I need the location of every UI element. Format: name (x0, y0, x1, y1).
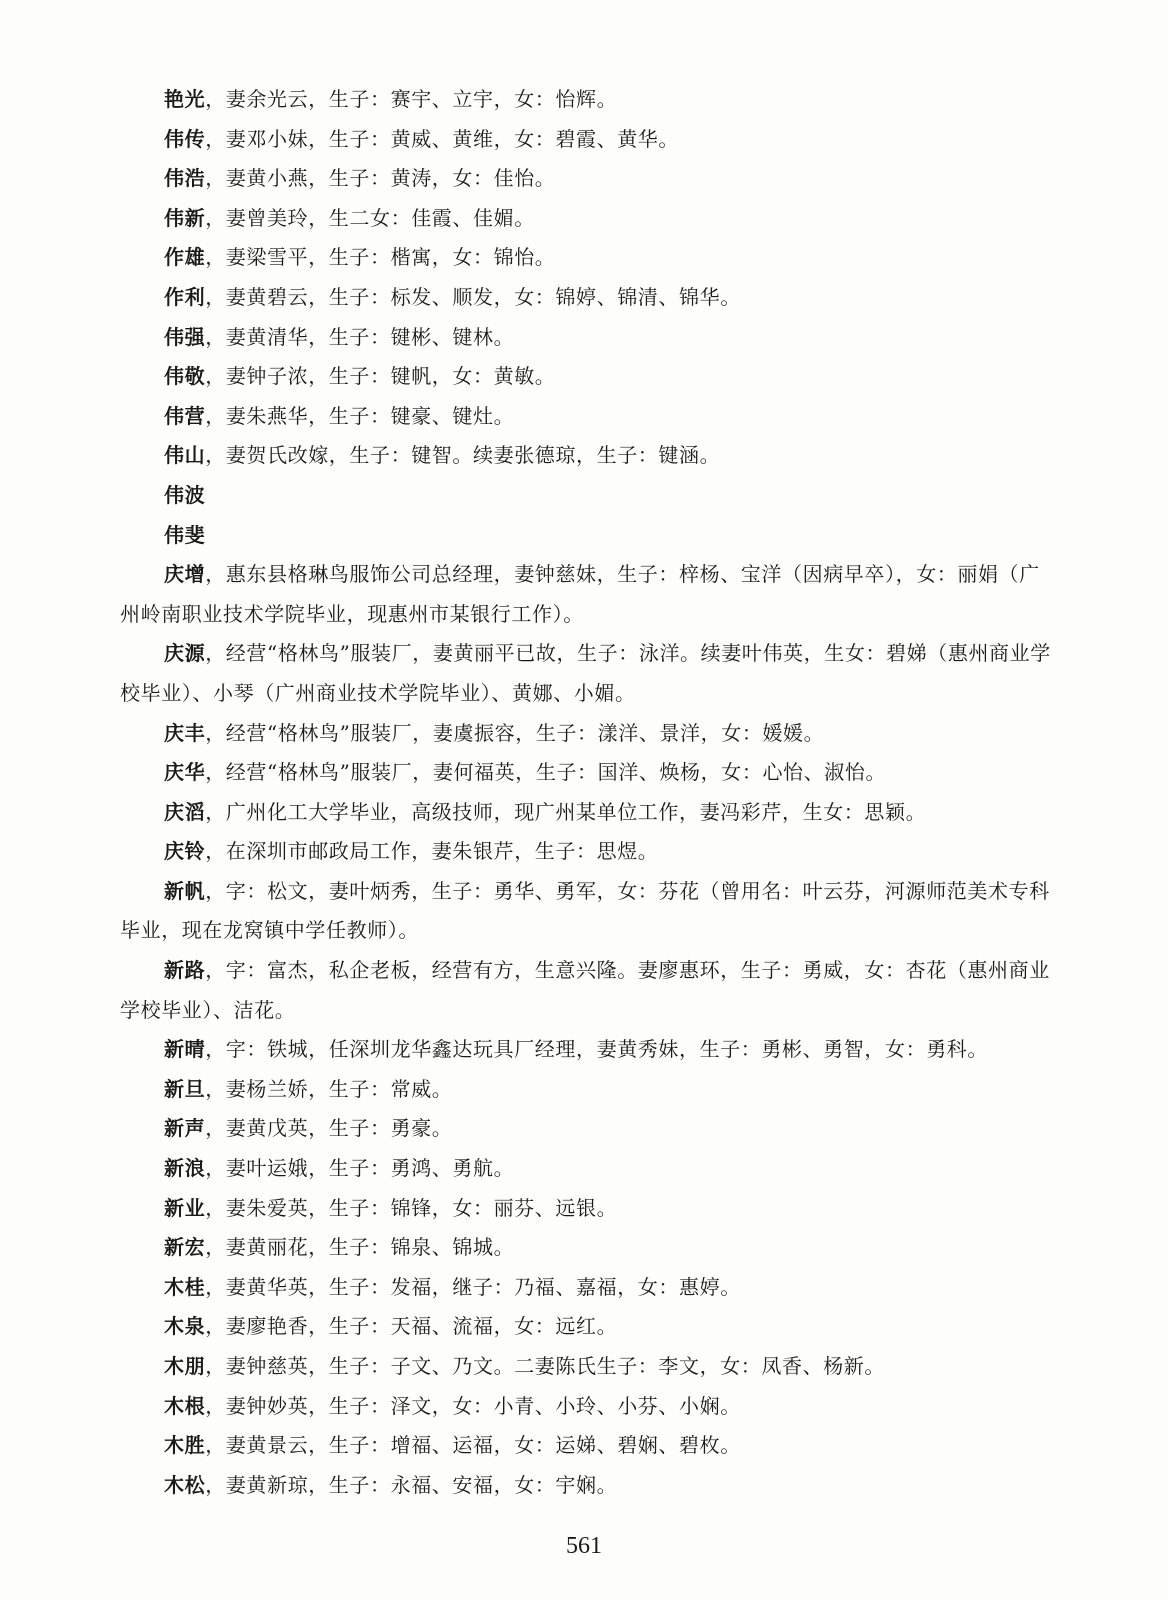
genealogy-entry (120, 753, 1060, 793)
genealogy-entry (120, 1149, 1060, 1189)
entry-text: ，字：富杰，私企老板，经营有方，生意兴隆。妻廖惠环，生子：勇威，女：杏花（惠州商业学校毕业）、洁花。 (120, 958, 1050, 1022)
entry-name: 新声 (164, 1116, 206, 1141)
entry-name: 作雄 (164, 245, 206, 270)
entry-text: ，字：铁城，任深圳龙华鑫达玩具厂经理，妻黄秀妹，生子：勇彬、勇智，女：勇科。 (205, 1037, 989, 1062)
entry-text: ，妻黄景云，生子：增福、运福，女：运娣、碧娴、碧枚。 (205, 1433, 741, 1458)
genealogy-entry (120, 80, 1060, 120)
entry-name: 庆丰 (164, 720, 206, 745)
genealogy-entry (120, 318, 1060, 358)
entry-name: 伟斐 (164, 522, 206, 547)
genealogy-entry (120, 832, 1060, 872)
genealogy-entry (120, 238, 1060, 278)
entry-text: ，妻黄碧云，生子：标发、顺发，女：锦婷、锦清、锦华。 (205, 284, 741, 309)
entry-name: 作利 (164, 284, 206, 309)
entry-name: 伟敬 (164, 364, 206, 389)
entry-text: ，妻贺氏改嫁，生子：键智。续妻张德琼，生子：键涵。 (205, 443, 721, 468)
genealogy-entry (120, 634, 1060, 713)
entry-text: ，妻黄华英，生子：发福，继子：乃福、嘉福，女：惠婷。 (205, 1274, 741, 1299)
entry-name: 木松 (164, 1472, 206, 1497)
genealogy-entry (120, 1426, 1060, 1466)
entry-text: ，妻曾美玲，生二女：佳霞、佳媚。 (205, 205, 535, 230)
genealogy-entry (120, 1109, 1060, 1149)
genealogy-entry (120, 120, 1060, 160)
entry-name: 新路 (164, 958, 206, 983)
entry-text: ，妻黄小燕，生子：黄涛，女：佳怡。 (205, 166, 556, 191)
genealogy-entry (120, 1307, 1060, 1347)
entry-text: ，妻黄清华，生子：键彬、键林。 (205, 324, 515, 349)
entry-name: 新业 (164, 1195, 206, 1220)
entry-text: ，妻杨兰娇，生子：常威。 (205, 1076, 453, 1101)
genealogy-entry (120, 951, 1060, 1030)
genealogy-entry (120, 436, 1060, 476)
entry-name: 庆滔 (164, 799, 206, 824)
page-number: 561 (566, 1533, 602, 1559)
genealogy-entry (120, 1347, 1060, 1387)
entry-name: 伟传 (164, 126, 206, 151)
entry-text: ，惠东县格琳鸟服饰公司总经理，妻钟慈妹，生子：梓杨、宝洋（因病早卒），女：丽娟（广州岭南职业技术学院毕业，现惠州市某银行工作）。 (120, 562, 1040, 626)
entry-name: 木胜 (164, 1433, 206, 1458)
entry-text: ，妻朱燕华，生子：键豪、键灶。 (205, 403, 515, 428)
entry-text: ，妻余光云，生子：赛宇、立宇，女：怡辉。 (205, 87, 618, 111)
genealogy-entry (120, 1387, 1060, 1427)
entry-name: 伟山 (164, 443, 206, 468)
genealogy-entries (120, 80, 1060, 1505)
entry-text: ，妻钟妙英，生子：泽文，女：小青、小玲、小芬、小娴。 (205, 1393, 741, 1418)
genealogy-entry (120, 476, 1060, 516)
genealogy-entry (120, 1466, 1060, 1506)
entry-name: 庆源 (164, 641, 206, 666)
entry-name: 伟浩 (164, 166, 206, 191)
genealogy-entry (120, 357, 1060, 397)
entry-text: ，妻钟慈英，生子：子文、乃文。二妻陈氏生子：李文，女：凤香、杨新。 (205, 1354, 886, 1378)
entry-text: ，经营“格林鸟”服装厂，妻何福英，生子：国洋、焕杨，女：心怡、淑怡。 (205, 760, 887, 785)
entry-name: 伟波 (164, 482, 206, 507)
genealogy-entry (120, 1030, 1060, 1070)
entry-text: ，在深圳市邮政局工作，妻朱银芹，生子：思煜。 (205, 839, 659, 864)
entry-name: 木泉 (164, 1314, 206, 1339)
genealogy-entry (120, 1228, 1060, 1268)
entry-name: 艳光 (164, 87, 206, 111)
entry-text: ，妻黄戊英，生子：勇豪。 (205, 1116, 453, 1141)
entry-name: 庆华 (164, 760, 206, 785)
entry-name: 新宏 (164, 1235, 206, 1260)
genealogy-entry (120, 278, 1060, 318)
entry-name: 新浪 (164, 1156, 206, 1181)
entry-name: 木桂 (164, 1274, 206, 1299)
genealogy-entry (120, 199, 1060, 239)
genealogy-entry (120, 555, 1060, 634)
entry-text: ，妻黄新琼，生子：永福、安福，女：宇娴。 (205, 1472, 618, 1497)
genealogy-entry (120, 872, 1060, 951)
entry-name: 伟新 (164, 205, 206, 230)
entry-text: ，广州化工大学毕业，高级技师，现广州某单位工作，妻冯彩芹，生女：思颖。 (205, 799, 927, 824)
entry-name: 新晴 (164, 1037, 206, 1062)
genealogy-entry (120, 159, 1060, 199)
genealogy-entry (120, 1189, 1060, 1229)
entry-name: 木根 (164, 1393, 206, 1418)
entry-name: 庆增 (164, 562, 206, 587)
genealogy-entry (120, 714, 1060, 754)
entry-text: ，妻叶运娥，生子：勇鸿、勇航。 (205, 1156, 515, 1181)
genealogy-entry (120, 516, 1060, 556)
entry-text: ，妻邓小妹，生子：黄威、黄维，女：碧霞、黄华。 (205, 126, 680, 151)
entry-text: ，妻朱爱英，生子：锦锋，女：丽芬、远银。 (205, 1195, 618, 1220)
entry-name: 木朋 (164, 1354, 206, 1378)
entry-name: 庆铃 (164, 839, 206, 864)
entry-name: 新帆 (164, 878, 206, 903)
entry-text: ，妻廖艳香，生子：天福、流福，女：远红。 (205, 1314, 618, 1339)
entry-name: 伟强 (164, 324, 206, 349)
entry-name: 新旦 (164, 1076, 206, 1101)
entry-text: ，经营“格林鸟”服装厂，妻虞振容，生子：漾洋、景洋，女：媛媛。 (205, 720, 825, 745)
genealogy-entry (120, 397, 1060, 437)
genealogy-entry (120, 1268, 1060, 1308)
entry-text: ，妻梁雪平，生子：楷寓，女：锦怡。 (205, 245, 556, 270)
entry-text: ，经营“格林鸟”服装厂，妻黄丽平已故，生子：泳洋。续妻叶伟英，生女：碧娣（惠州商业学校毕业）、小琴（广州商业技术学院毕业）、黄娜、小媚。 (120, 641, 1051, 705)
genealogy-entry (120, 793, 1060, 833)
entry-name: 伟营 (164, 403, 206, 428)
genealogy-entry (120, 1070, 1060, 1110)
entry-text: ，字：松文，妻叶炳秀，生子：勇华、勇军，女：芬花（曾用名：叶云芬，河源师范美术专科毕业，现在龙窝镇中学任教师）。 (120, 878, 1050, 943)
entry-text: ，妻黄丽花，生子：锦泉、锦城。 (205, 1235, 515, 1260)
entry-text: ，妻钟子浓，生子：键帆，女：黄敏。 (205, 364, 556, 389)
